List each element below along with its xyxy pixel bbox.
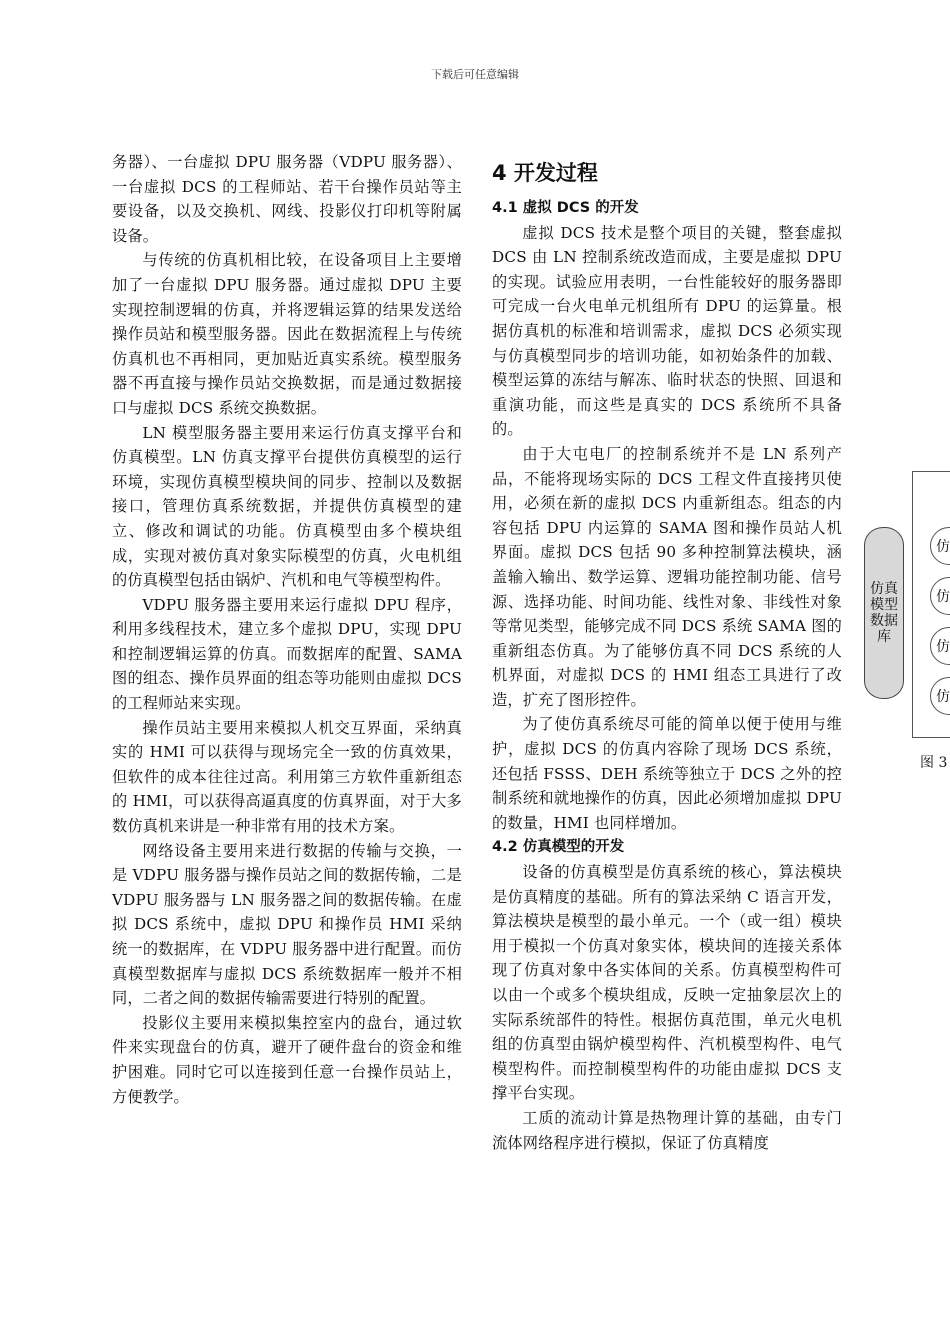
right-paragraph: 虚拟 DCS 技术是整个项目的关键，整套虚拟 DCS 由 LN 控制系统改造而成，主要是虚拟 DPU 的实现。试验应用表明，一台性能较好的服务器即可完成一台火电单元机组所有 DPU 的运算量。根据仿真机的标准和培训需求，虚拟 DCS 必须实现与仿真模型同步的培训功能，如初始条件的加载、模型运算的冻结与解冻、临时状态的快照、回退和重演功能，而这些是真实的 DCS 系统所不具备的。 (492, 223, 842, 439)
figure-node: 仿 (930, 677, 950, 715)
right-paragraph: 为了使仿真系统尽可能的简单以便于使用与维护，虚拟 DCS 的仿真内容除了现场 DCS 系统，还包括 FSSS、DEH 系统等独立于 DCS 之外的控制系统和就地操作的仿真，因此必须增加虚拟 DPU 的数量，HMI 也同样增加。 (492, 715, 842, 832)
figure-node: 仿 (930, 627, 950, 665)
left-paragraph: 务器）、一台虚拟 DPU 服务器（VDPU 服务器）、一台虚拟 DCS 的工程师站、若干台操作员站等主要设备，以及交换机、网线、投影仪打印机等附属设备。 (112, 153, 462, 245)
database-label: 仿真模型数据库 (870, 581, 898, 645)
figure-node: 仿 (930, 527, 950, 565)
header-note: 下载后可任意编辑 (431, 68, 519, 81)
left-paragraph: 网络设备主要用来进行数据的传输与交换，一是 VDPU 服务器与操作员站之间的数据传输，二是 VDPU 服务器与 LN 服务器之间的数据传输。在虚拟 DCS 系统中，虚拟 DPU 和操作员 HMI 采纳统一的数据库，在 VDPU 服务器中进行配置。而仿真模型数据库与虚拟 DCS 系统数据库一般并不相同，二者之间的数据传输需要进行特别的配置。 (112, 841, 462, 1008)
right-paragraph: 设备的仿真模型是仿真系统的核心，算法模块是仿真精度的基础。所有的算法采纳 C 语言开发，算法模块是模型的最小单元。一个（或一组）模块用于模拟一个仿真对象实体，模块间的连接关系体现了仿真对象中各实体间的关系。仿真模型构件可以由一个或多个模块组成，反映一定抽象层次上的实际系统部件的特性。根据仿真范围，单元火电机组的仿真型由锅炉模型构件、汽机模型构件、电气模型构件。而控制模型构件的功能由虚拟 DCS 支撑平台实现。 (492, 863, 842, 1103)
left-paragraph: LN 模型服务器主要用来运行仿真支撑平台和仿真模型。LN 仿真支撑平台提供仿真模型的运行环境，实现仿真模型模块间的同步、控制以及数据接口，管理仿真系统数据，并提供仿真模型的建立、修改和调试的功能。仿真模型由多个模块组成，实现对被仿真对象实际模型的仿真，火电机组的仿真模型包括由锅炉、汽机和电气等模型构件。 (112, 423, 462, 590)
left-column (112, 150, 462, 1109)
left-paragraph: VDPU 服务器主要用来运行虚拟 DPU 程序，利用多线程技术，建立多个虚拟 DPU，实现 DPU 和控制逻辑运算的仿真。而数据库的配置、SAMA 图的组态、操作员界面的组态等功能则由虚拟 DCS 的工程师站来实现。 (112, 595, 462, 713)
figure-caption: 图 3 (920, 755, 948, 771)
section-title: 4 开发过程 (492, 161, 598, 185)
left-paragraph: 投影仪主要用来模拟集控室内的盘台，通过软件来实现盘台的仿真，避开了硬件盘台的资金和维护困难。同时它可以连接到任意一台操作员站上，方便教学。 (112, 1013, 462, 1106)
subsection-title-4-1: 4.1 虚拟 DCS 的开发 (492, 200, 639, 216)
database-cylinder-icon (864, 527, 904, 699)
left-paragraph: 与传统的仿真机相比较，在设备项目上主要增加了一台虚拟 DPU 服务器。通过虚拟 DPU 主要实现控制逻辑的仿真，并将逻辑运算的结果发送给操作员站和模型服务器。因此在数据流程上与传统仿真机也不再相同，更加贴近真实系统。模型服务器不再直接与操作员站交换数据，而是通过数据接口与虚拟 DCS 系统交换数据。 (112, 251, 462, 417)
right-paragraph: 由于大屯电厂的控制系统并不是 LN 系列产品，不能将现场实际的 DCS 工程文件直接拷贝使用，必须在新的虚拟 DCS 内重新组态。组态的内容包括 DPU 内运算的 SAMA 图和操作员站人机界面。虚拟 DCS 包括 90 多种控制算法模块，涵盖输入输出、数学运算、逻辑功能控制功能、信号源、选择功能、时间功能、线性对象、非线性对象等常见类型，能够完成不同 DCS 系统 SAMA 图的重新组态仿真。为了能够仿真不同 DCS 系统的人机界面，对虚拟 DCS 的 HMI 组态工具进行了改造，扩充了图形控件。 (492, 444, 842, 709)
left-paragraph: 操作员站主要用来模拟人机交互界面，采纳真实的 HMI 可以获得与现场完全一致的仿真效果，但软件的成本往往过高。利用第三方软件重新组态的 HMI，可以获得高逼真度的仿真界面，对于大多数仿真机来讲是一种非常有用的技术方案。 (112, 718, 462, 836)
right-column (492, 158, 842, 1155)
right-paragraph: 工质的流动计算是热物理计算的基础，由专门流体网络程序进行模拟，保证了仿真精度 (492, 1108, 842, 1152)
figure-node: 仿 (930, 577, 950, 615)
subsection-title-4-2: 4.2 仿真模型的开发 (492, 839, 625, 856)
